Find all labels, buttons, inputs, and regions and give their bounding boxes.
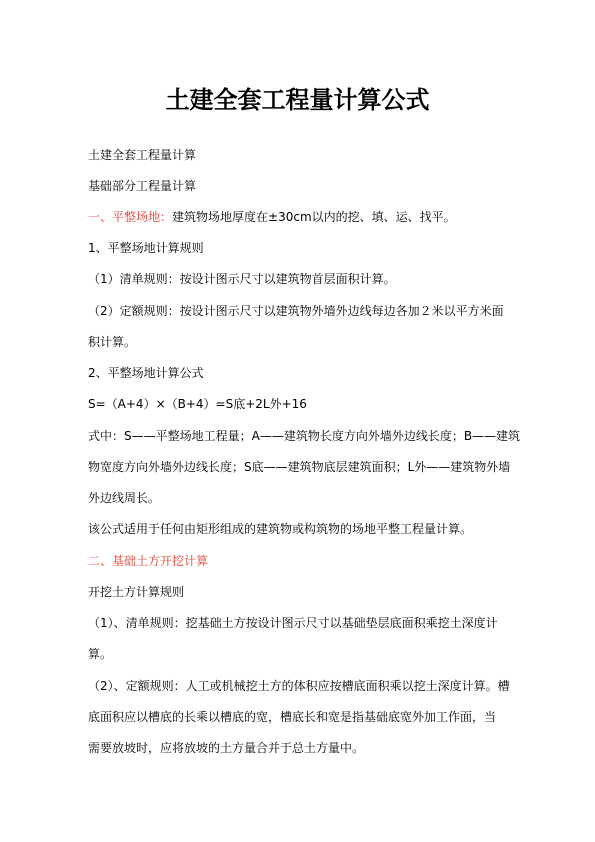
explain-line-2: 物宽度方向外墙外边线长度；S底——建筑物底层建筑面积；L外——建筑物外墙: [88, 460, 511, 474]
explain-line-1: 式中：S——平整场地工程量；A——建筑物长度方向外墙外边线长度；B——建筑: [88, 429, 521, 443]
section-1-text: 建筑物场地厚度在±30cm以内的挖、填、运、找平。: [172, 210, 456, 224]
section-1-paragraph: [88, 208, 513, 226]
excavation-1-line-1: （1）、清单规则：挖基础土方按设计图示尺寸以基础垫层底面积乘挖土深度计: [88, 616, 498, 630]
paragraph-subtitle-2: 基础部分工程量计算: [88, 179, 197, 193]
explain-line-3: 外边线周长。: [88, 491, 161, 505]
applies-text: 该公式适用于任何由矩形组成的建筑物或构筑物的场地平整工程量计算。: [88, 522, 473, 536]
section-2-heading: 二、基础土方开挖计算: [88, 554, 209, 568]
paragraph-subtitle: 土建全套工程量计算: [88, 148, 197, 162]
section-1-heading: 一、平整场地：: [88, 210, 173, 224]
excavation-2-line-3: 需要放坡时，应将放坡的土方量合并于总土方量中。: [88, 741, 365, 755]
document-title: 土建全套工程量计算公式: [165, 86, 430, 114]
rule-1: （1）清单规则：按设计图示尺寸以建筑物首层面积计算。: [88, 272, 396, 286]
excavation-1-line-2: 算。: [88, 647, 113, 661]
excavation-title: 开挖土方计算规则: [88, 585, 185, 599]
excavation-2-line-1: （2）、定额规则：人工或机械挖土方的体积应按槽底面积乘以挖土深度计算。槽: [88, 679, 510, 693]
excavation-2-line-2: 底面积应以槽底的长乘以槽底的宽，槽底长和宽是指基础底宽外加工作面，当: [88, 710, 497, 724]
formula: S=（A+4）×（B+4）=S底+2L外+16: [88, 397, 307, 411]
rule-2-line-2: 积计算。: [88, 335, 137, 349]
rule-2-line-1: （2）定额规则：按设计图示尺寸以建筑物外墙外边线每边各加２米以平方米面: [88, 304, 504, 318]
formula-title: 2、平整场地计算公式: [88, 366, 204, 380]
rules-title: 1、平整场地计算规则: [88, 241, 204, 255]
